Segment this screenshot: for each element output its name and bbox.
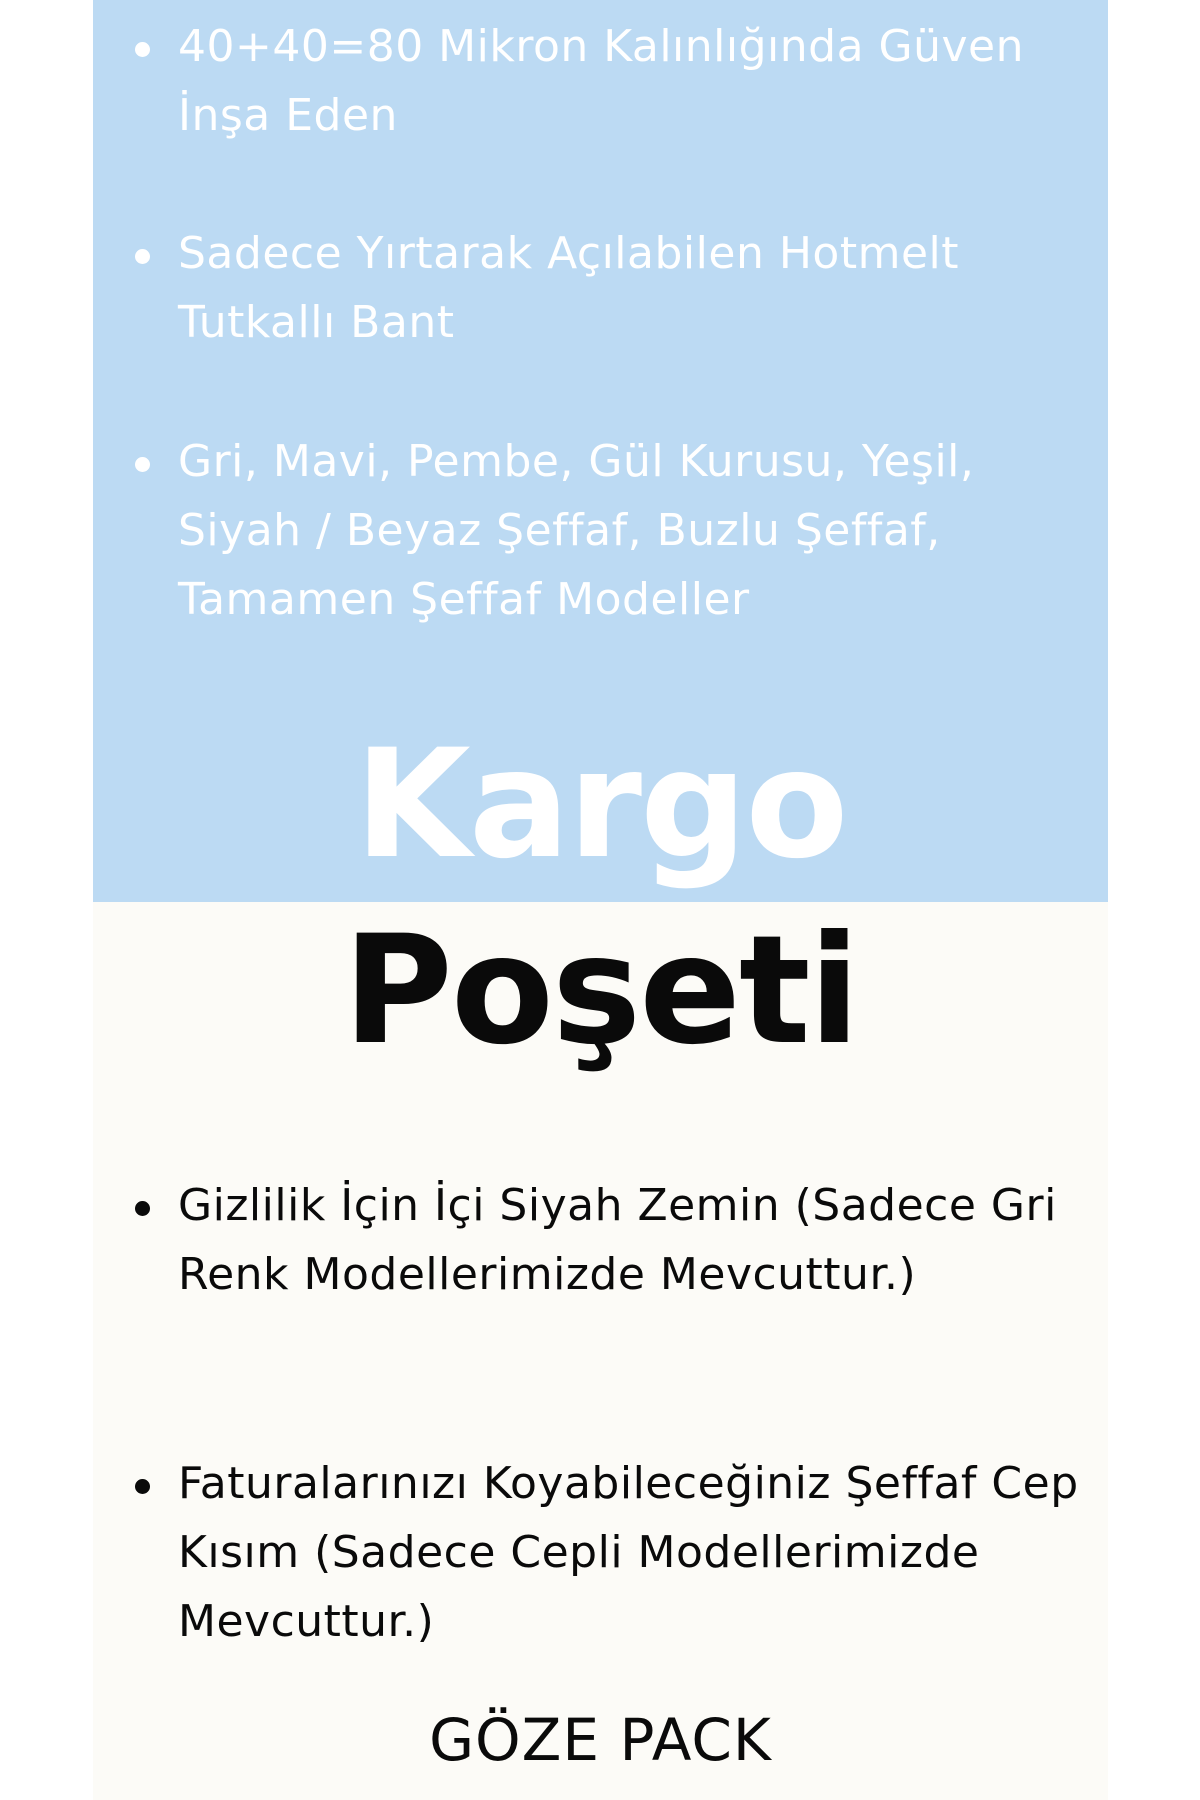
- title-line-2: Poşeti: [342, 904, 859, 1078]
- bullet-dot-icon: [135, 1479, 150, 1494]
- title-line-1: Kargo: [354, 718, 847, 892]
- bullet-dot-icon: [135, 457, 150, 472]
- bullet-dot-icon: [135, 249, 150, 264]
- feature-text: Gizlilik İçin İçi Siyah Zemin (Sadece Gri Renk Modellerimizde Mevcuttur.): [178, 1180, 1057, 1300]
- top-panel: [93, 0, 1108, 902]
- bullet-dot-icon: [135, 42, 150, 57]
- feature-text: Gri, Mavi, Pembe, Gül Kurusu, Yeşil, Siyah / Beyaz Şeffaf, Buzlu Şeffaf, Tamamen Şeffaf Modeller: [178, 436, 975, 625]
- bullet-dot-icon: [135, 1201, 150, 1216]
- feature-text: 40+40=80 Mikron Kalınlığında Güven İnşa Eden: [178, 21, 1024, 141]
- feature-text: Faturalarınızı Koyabileceğiniz Şeffaf Cep Kısım (Sadece Cepli Modellerimizde Mevcuttur.): [178, 1458, 1079, 1647]
- feature-text: Sadece Yırtarak Açılabilen Hotmelt Tutkallı Bant: [178, 228, 959, 348]
- brand-name: GÖZE PACK: [429, 1706, 772, 1774]
- product-poster: [93, 0, 1108, 1800]
